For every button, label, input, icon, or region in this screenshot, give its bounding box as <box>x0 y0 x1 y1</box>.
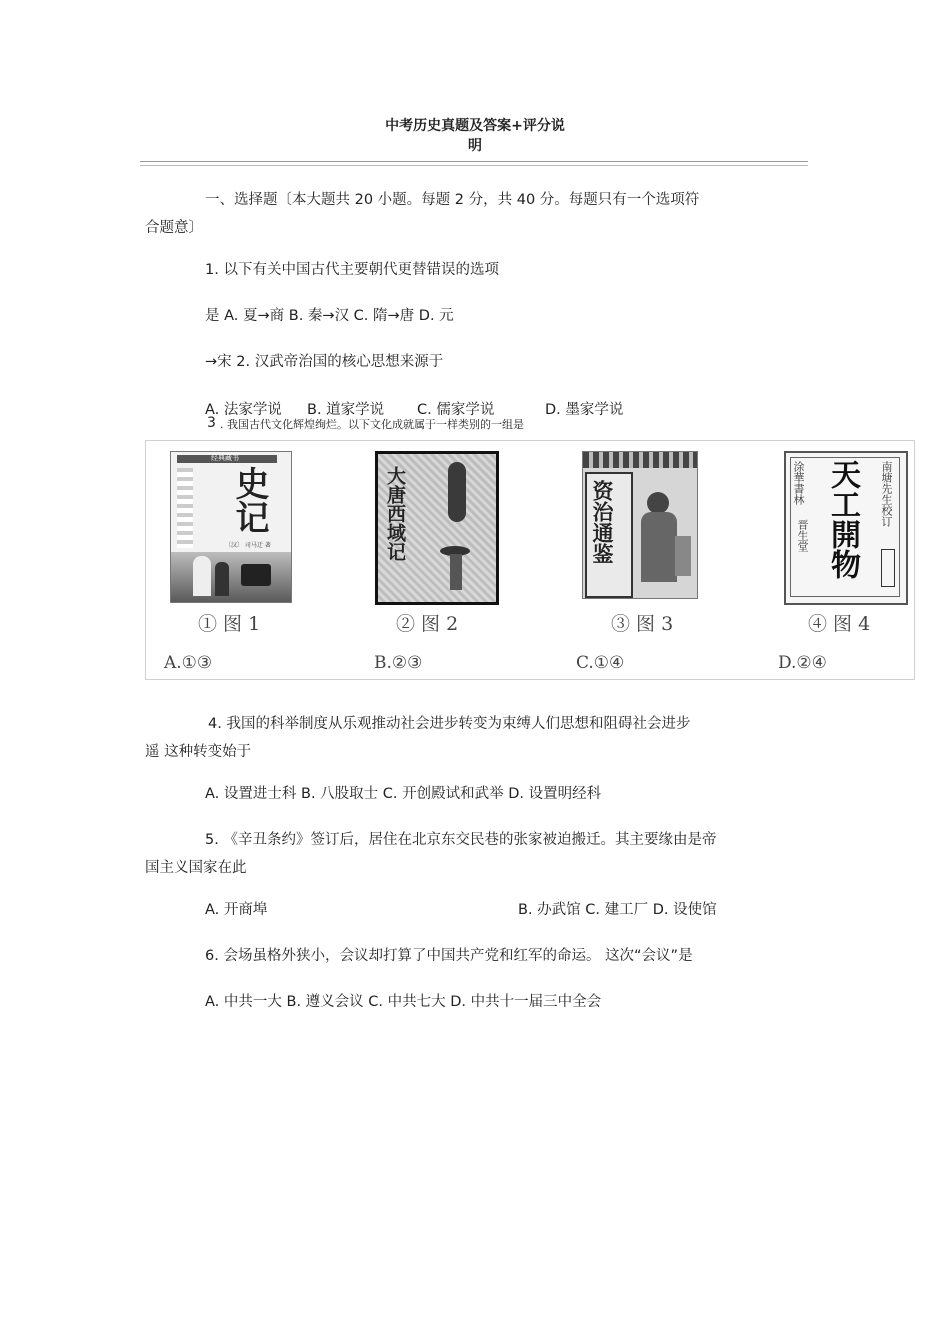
cover-tiangong-hall: 晋生堂 <box>796 519 809 552</box>
figure-caption-2: ② 图 2 <box>396 613 459 635</box>
q2-option-d: D. 墨家学说 <box>545 402 624 418</box>
q6-options: A. 中共一大 B. 遵义会议 C. 中共七大 D. 中共十一届三中全会 <box>205 994 602 1010</box>
q3-figure <box>145 440 915 680</box>
title-line-2: 明 <box>468 138 482 154</box>
q3-stem: . 我国古代文化辉煌绚烂。以下文化成就属于一样类别的一组是 <box>220 418 524 431</box>
figure-caption-3: ③ 图 3 <box>611 613 674 635</box>
q5-stem: 5. 《辛丑条约》签订后，居住在北京东交民巷的张家被迫搬迁。其主要缘由是帝 <box>205 832 717 848</box>
cover-xiyuji-image <box>375 451 499 605</box>
q5-options-bcd: B. 办武馆 C. 建工厂 D. 设使馆 <box>518 902 717 918</box>
q4-stem: 4. 我国的科举制度从乐观推动社会进步转变为束缚人们思想和阻碍社会进步 <box>208 716 691 732</box>
cover-tiangong-title: 天工開物 <box>825 459 860 579</box>
cover-shiji-image <box>170 451 292 603</box>
cover-tiangong-publisher: 涂華書林 <box>792 461 805 505</box>
cover-tiangong-image <box>784 451 908 605</box>
cover-xiyuji-title: 大唐西域记 <box>384 466 406 561</box>
title-line-1: 中考历史真题及答案+评分说 <box>385 118 565 134</box>
q4-stem-cont: 遥 这种转变始于 <box>145 744 252 760</box>
q4-options: A. 设置进士科 B. 八股取士 C. 开创殿试和武举 D. 设置明经科 <box>205 786 602 802</box>
q3-option-a: A.①③ <box>164 653 213 673</box>
title-rule-secondary <box>140 165 808 166</box>
cover-shiji-title: 史记 <box>229 466 269 534</box>
cover-tiangong-editor: 南塘先生校订 <box>880 461 893 527</box>
q3-option-c: C.①④ <box>576 653 625 673</box>
q5-stem-cont: 国主义国家在此 <box>145 860 247 876</box>
title-rule <box>140 161 808 162</box>
document-title <box>0 116 950 156</box>
q2-stem: →宋 2. 汉武帝治国的核心思想来源于 <box>205 354 444 370</box>
q2-option-b: B. 道家学说 <box>307 402 385 418</box>
q6-stem: 6. 会场虽格外狭小，会议却打算了中国共产党和红军的命运。 这次“会议”是 <box>205 948 693 964</box>
section-heading-cont: 合题意〕 <box>145 220 203 236</box>
q3-option-b: B.②③ <box>374 653 423 673</box>
cover-shiji-author: 〔汉〕 司马迁 著 <box>225 542 271 549</box>
figure-caption-1: ① 图 1 <box>198 613 261 635</box>
cover-shiji-top: 经典藏书 <box>211 454 239 462</box>
q3-option-d: D.②④ <box>778 653 827 673</box>
cover-tongjian-image <box>582 451 698 599</box>
section-heading: 一、选择题〔本大题共 20 小题。每题 2 分，共 40 分。每题只有一个选项符 <box>205 192 700 208</box>
q2-option-a: A. 法家学说 <box>205 402 282 418</box>
figure-caption-4: ④ 图 4 <box>808 613 871 635</box>
cover-tongjian-title: 资治通鉴 <box>590 480 615 564</box>
q5-option-a: A. 开商埠 <box>205 902 268 918</box>
q1-options: 是 A. 夏→商 B. 秦→汉 C. 隋→唐 D. 元 <box>205 308 454 324</box>
q3-number: 3 <box>207 415 216 431</box>
q2-option-c: C. 儒家学说 <box>417 402 495 418</box>
q1-stem: 1. 以下有关中国古代主要朝代更替错误的选项 <box>205 262 499 278</box>
